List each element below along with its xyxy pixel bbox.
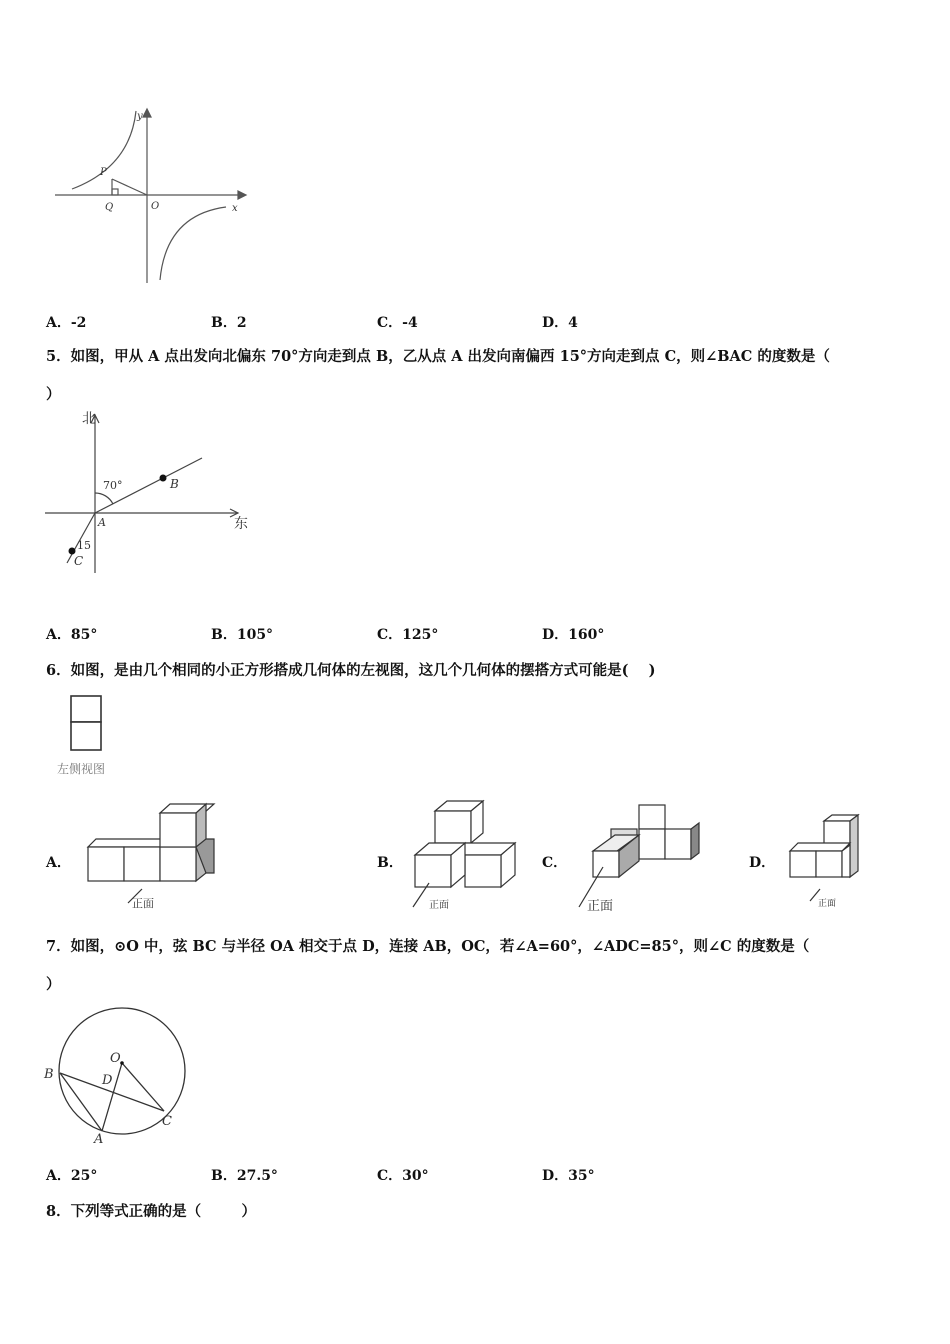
d-cube-right (816, 851, 842, 877)
point-a-label: A (98, 516, 106, 529)
q6-option-b-figure (405, 795, 530, 915)
q4-option-d[interactable]: D．4 (542, 315, 578, 331)
point-a-label: A (94, 1132, 104, 1145)
left-view-caption: 左侧视图 (57, 762, 106, 776)
q6-option-d-figure (782, 805, 872, 915)
hyperbola-branch-4 (160, 207, 226, 280)
q7-question-line2: ） (46, 976, 61, 993)
angle-arc-70 (95, 493, 113, 504)
q5-option-b[interactable]: B．105° (211, 627, 274, 643)
point-b (160, 475, 167, 482)
q4-option-c[interactable]: C．-4 (377, 315, 418, 331)
right-angle-mark (112, 189, 118, 195)
a-front-label: 正面 (132, 897, 154, 910)
q7-option-d[interactable]: D．35° (542, 1168, 595, 1184)
q6-option-c[interactable]: C． (542, 855, 568, 871)
a-cube-2 (124, 847, 160, 881)
north-label: 北 (82, 411, 96, 427)
segment-po (112, 179, 147, 195)
a-cube-4 (160, 813, 196, 847)
b-front-label: 正面 (429, 900, 449, 911)
point-b-label: B (170, 477, 179, 491)
left-view-top-square (71, 696, 101, 722)
point-c-label: C (162, 1114, 172, 1129)
origin-label: O (151, 201, 160, 212)
q6-option-a-figure (80, 795, 225, 915)
y-axis-arrow (143, 109, 151, 117)
point-q-label: Q (105, 202, 114, 213)
d-cube-gap (842, 845, 850, 877)
q7-circle-figure (40, 995, 200, 1145)
q5-option-d[interactable]: D．160° (542, 627, 605, 643)
q5-option-a[interactable]: A．85° (46, 627, 98, 643)
c-side-face (691, 823, 699, 859)
point-c-label: C (74, 554, 84, 568)
d-top-cube-front (824, 821, 850, 845)
q6-option-b[interactable]: B． (377, 855, 403, 871)
b-cube-right (465, 855, 501, 887)
q4-option-b[interactable]: B．2 (211, 315, 247, 331)
b-top-cube-front (435, 811, 471, 843)
point-o-label: O (110, 1051, 121, 1066)
y-axis-label: y (137, 111, 143, 122)
q7-option-b[interactable]: B．27.5° (211, 1168, 278, 1184)
q6-left-view-figure (55, 692, 135, 782)
x-axis-label: x (232, 203, 238, 214)
d-front-label: 正面 (818, 899, 837, 909)
q6-option-d[interactable]: D． (749, 855, 776, 871)
q4-option-a[interactable]: A．-2 (46, 315, 87, 331)
q7-option-c[interactable]: C．30° (377, 1168, 429, 1184)
d-row-top (790, 843, 850, 851)
q6-question: 6．如图，是由几个相同的小正方形搭成几何体的左视图，这几个几何体的摆搭方式可能是( ) (46, 662, 656, 679)
q5-option-c[interactable]: C．125° (377, 627, 439, 643)
d-side-face (850, 815, 858, 877)
c-cube-front (593, 851, 619, 877)
east-label: 东 (234, 516, 248, 532)
x-axis-arrow (238, 191, 246, 199)
q6-option-a[interactable]: A． (46, 855, 71, 871)
angle-70-label: 70° (103, 479, 123, 492)
q5-question-line2: ） (46, 386, 61, 403)
c-cube-middle (639, 829, 665, 859)
q7-question-line1: 7．如图，⊙O 中，弦 BC 与半径 OA 相交于点 D，连接 AB，OC，若∠A=60°，∠ADC=85°，则∠C 的度数是（ (46, 938, 810, 955)
b-cube-front (415, 855, 451, 887)
q4-hyperbola-figure (50, 105, 250, 290)
angle-15-label: 15 (77, 539, 91, 552)
q5-direction-figure (40, 405, 260, 585)
center-o (120, 1061, 124, 1065)
q7-option-a[interactable]: A．25° (46, 1168, 98, 1184)
point-b-label: B (44, 1067, 54, 1082)
q5-question-line1: 5．如图，甲从 A 点出发向北偏东 70°方向走到点 B，乙从点 A 出发向南偏西 15°方向走到点 C，则∠BAC 的度数是（ (46, 348, 830, 365)
left-view-bottom-square (71, 722, 101, 750)
c-cube-top (639, 805, 665, 829)
q8-question: 8．下列等式正确的是（ ） (46, 1203, 256, 1220)
c-front-label: 正面 (587, 899, 614, 914)
a-cube-3 (160, 847, 196, 881)
segment-ab (60, 1073, 102, 1131)
c-cube-right (665, 829, 691, 859)
a-cube-1 (88, 847, 124, 881)
q6-option-c-figure (575, 795, 710, 920)
point-p-label: P (100, 167, 107, 178)
point-d-label: D (102, 1073, 113, 1088)
d-cube-left (790, 851, 816, 877)
